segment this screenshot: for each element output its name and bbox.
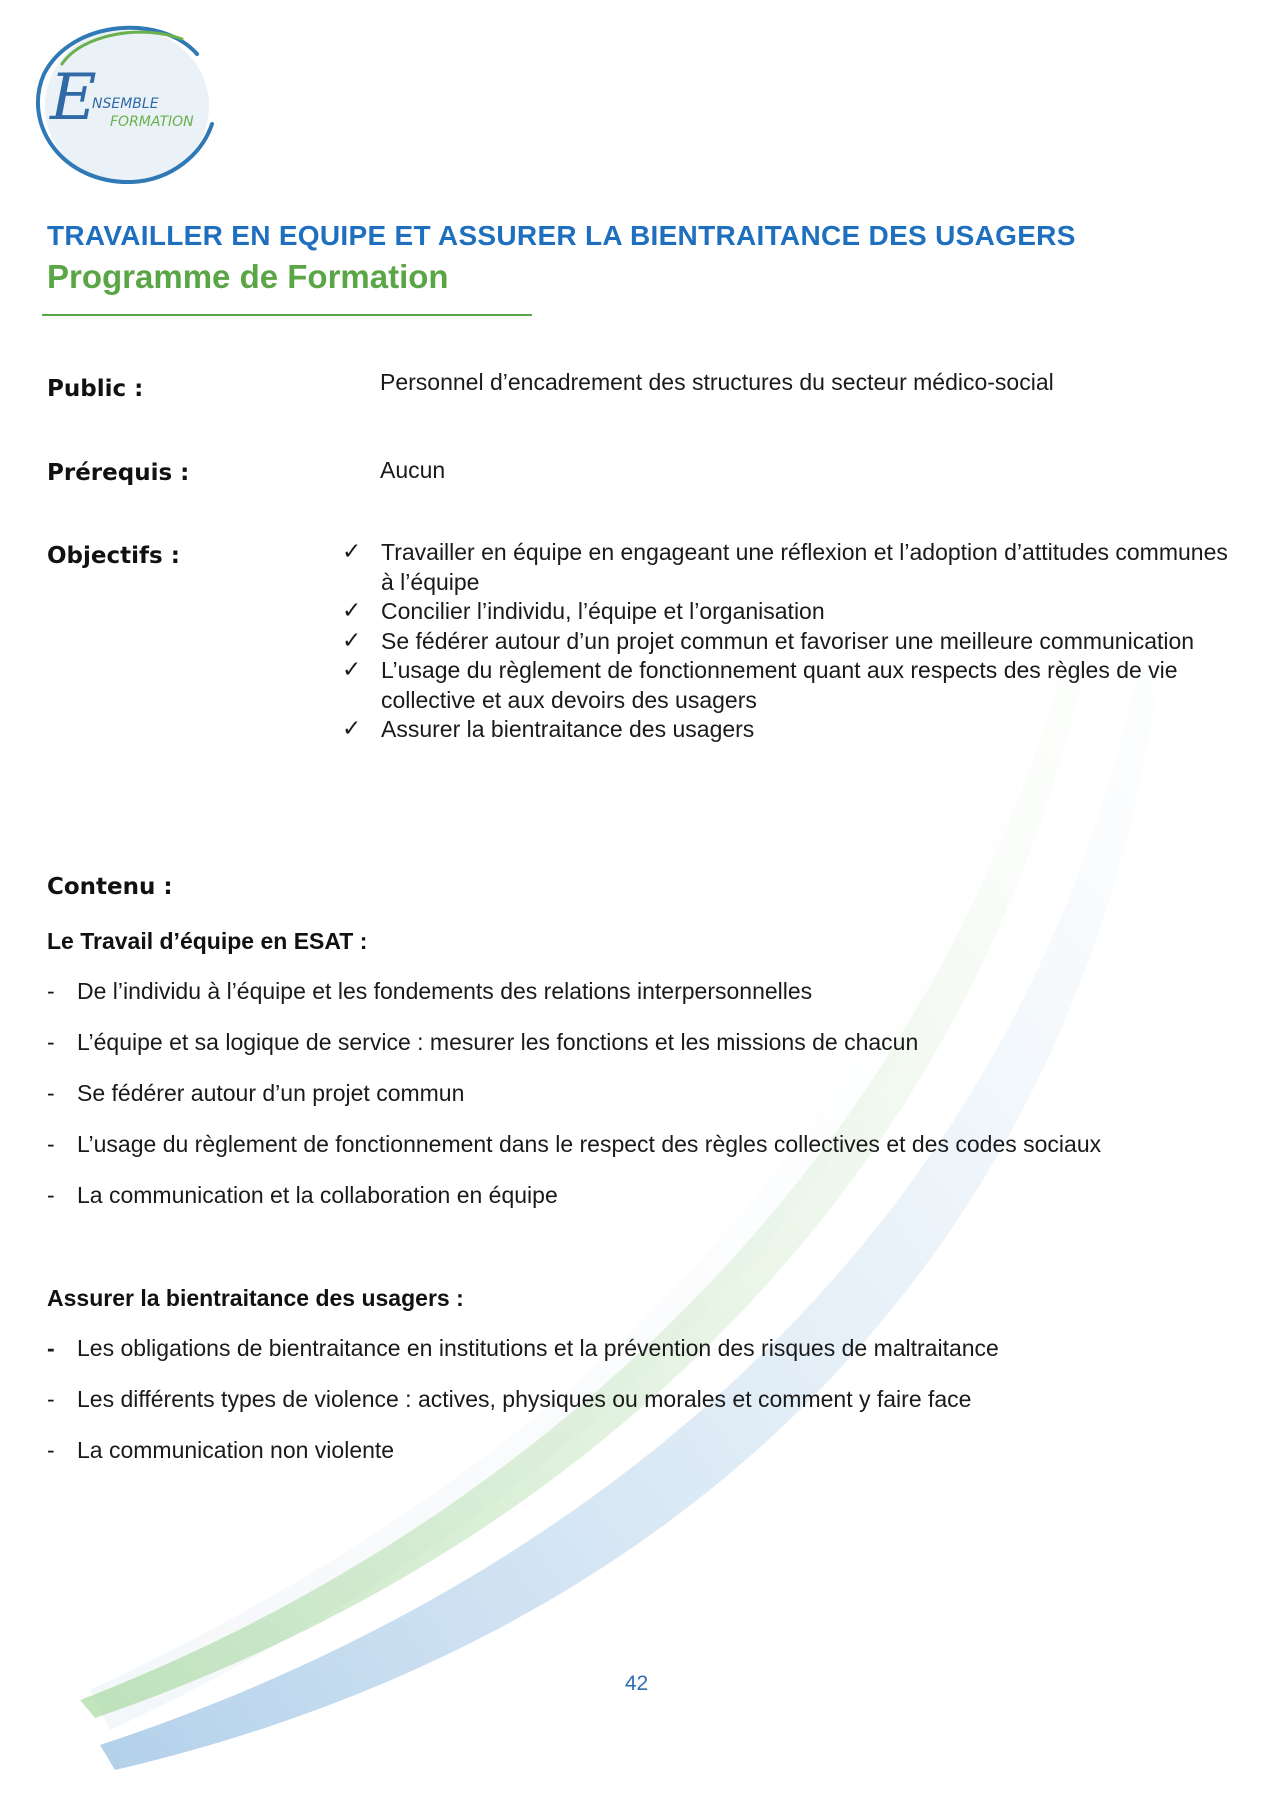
public-value: Personnel d’encadrement des structures du secteur médico-social bbox=[380, 369, 1054, 395]
section-title-bientraitance: Assurer la bientraitance des usagers : bbox=[47, 1285, 464, 1311]
list-item-text: De l’individu à l’équipe et les fondements des relations interpersonnelles bbox=[77, 978, 813, 1004]
check-icon: ✓ bbox=[342, 657, 362, 683]
esat-content-list bbox=[47, 977, 1227, 1232]
public-label: Public : bbox=[47, 376, 144, 402]
dash-bullet: - bbox=[47, 1437, 55, 1463]
objective-item bbox=[342, 627, 1242, 657]
check-icon: ✓ bbox=[342, 539, 362, 565]
ensemble-formation-logo bbox=[22, 14, 232, 194]
list-item bbox=[47, 1334, 1227, 1385]
dash-bullet: - bbox=[47, 1080, 55, 1106]
list-item bbox=[47, 1181, 1227, 1232]
objective-item bbox=[342, 656, 1242, 715]
list-item bbox=[47, 1436, 1227, 1487]
objective-text: Se fédérer autour d’un projet commun et favoriser une meilleure communication bbox=[381, 627, 1195, 654]
page-number: 42 bbox=[624, 1672, 649, 1695]
page-subtitle: Programme de Formation bbox=[47, 258, 449, 295]
dash-bullet: - bbox=[47, 1386, 55, 1412]
page-title: TRAVAILLER EN EQUIPE ET ASSURER LA BIENTRAITANCE DES USAGERS bbox=[47, 220, 1076, 251]
objective-text: L’usage du règlement de fonctionnement quant aux respects des règles de vie collective et aux devoirs des usagers bbox=[381, 657, 1178, 713]
content-label: Contenu : bbox=[47, 874, 173, 900]
logo-text-formation: FORMATION bbox=[110, 114, 194, 130]
list-item-text: Les obligations de bientraitance en institutions et la prévention des risques de maltraitance bbox=[77, 1335, 999, 1361]
objective-item bbox=[342, 715, 1242, 745]
dash-bullet: - bbox=[47, 1131, 55, 1157]
objective-text: Concilier l’individu, l’équipe et l’organisation bbox=[381, 598, 825, 624]
list-item-text: Se fédérer autour d’un projet commun bbox=[77, 1080, 465, 1106]
prerequisites-value: Aucun bbox=[380, 457, 446, 483]
list-item-text: La communication non violente bbox=[77, 1437, 395, 1463]
list-item bbox=[47, 977, 1227, 1028]
objective-text: Assurer la bientraitance des usagers bbox=[381, 716, 755, 742]
objective-item bbox=[342, 597, 1242, 627]
objectives-list bbox=[342, 538, 1242, 745]
list-item-text: La communication et la collaboration en équipe bbox=[77, 1182, 558, 1208]
objective-text: Travailler en équipe en engageant une réflexion et l’adoption d’attitudes communes à l’équipe bbox=[381, 539, 1228, 595]
prerequisites-label: Prérequis : bbox=[47, 460, 190, 486]
objective-item bbox=[342, 538, 1242, 597]
dash-bullet: - bbox=[47, 1029, 55, 1055]
list-item-text: L’équipe et sa logique de service : mesurer les fonctions et les missions de chacun bbox=[77, 1029, 919, 1055]
dash-bullet: - bbox=[47, 1335, 55, 1361]
list-item-text: L’usage du règlement de fonctionnement dans le respect des règles collectives et des codes sociaux bbox=[77, 1131, 1102, 1157]
check-icon: ✓ bbox=[342, 598, 362, 624]
check-icon: ✓ bbox=[342, 716, 362, 742]
list-item-text: Les différents types de violence : actives, physiques ou morales et comment y faire face bbox=[77, 1386, 972, 1412]
title-divider bbox=[42, 314, 532, 316]
list-item bbox=[47, 1385, 1227, 1436]
dash-bullet: - bbox=[47, 1182, 55, 1208]
bientraitance-content-list bbox=[47, 1334, 1227, 1487]
objectives-label: Objectifs : bbox=[47, 543, 180, 569]
logo-text-ensemble: NSEMBLE bbox=[92, 96, 159, 112]
list-item bbox=[47, 1028, 1227, 1079]
section-title-esat: Le Travail d’équipe en ESAT : bbox=[47, 928, 368, 954]
logo-initial: E bbox=[50, 61, 97, 135]
list-item bbox=[47, 1130, 1227, 1181]
dash-bullet: - bbox=[47, 978, 55, 1004]
list-item bbox=[47, 1079, 1227, 1130]
check-icon: ✓ bbox=[342, 627, 362, 654]
